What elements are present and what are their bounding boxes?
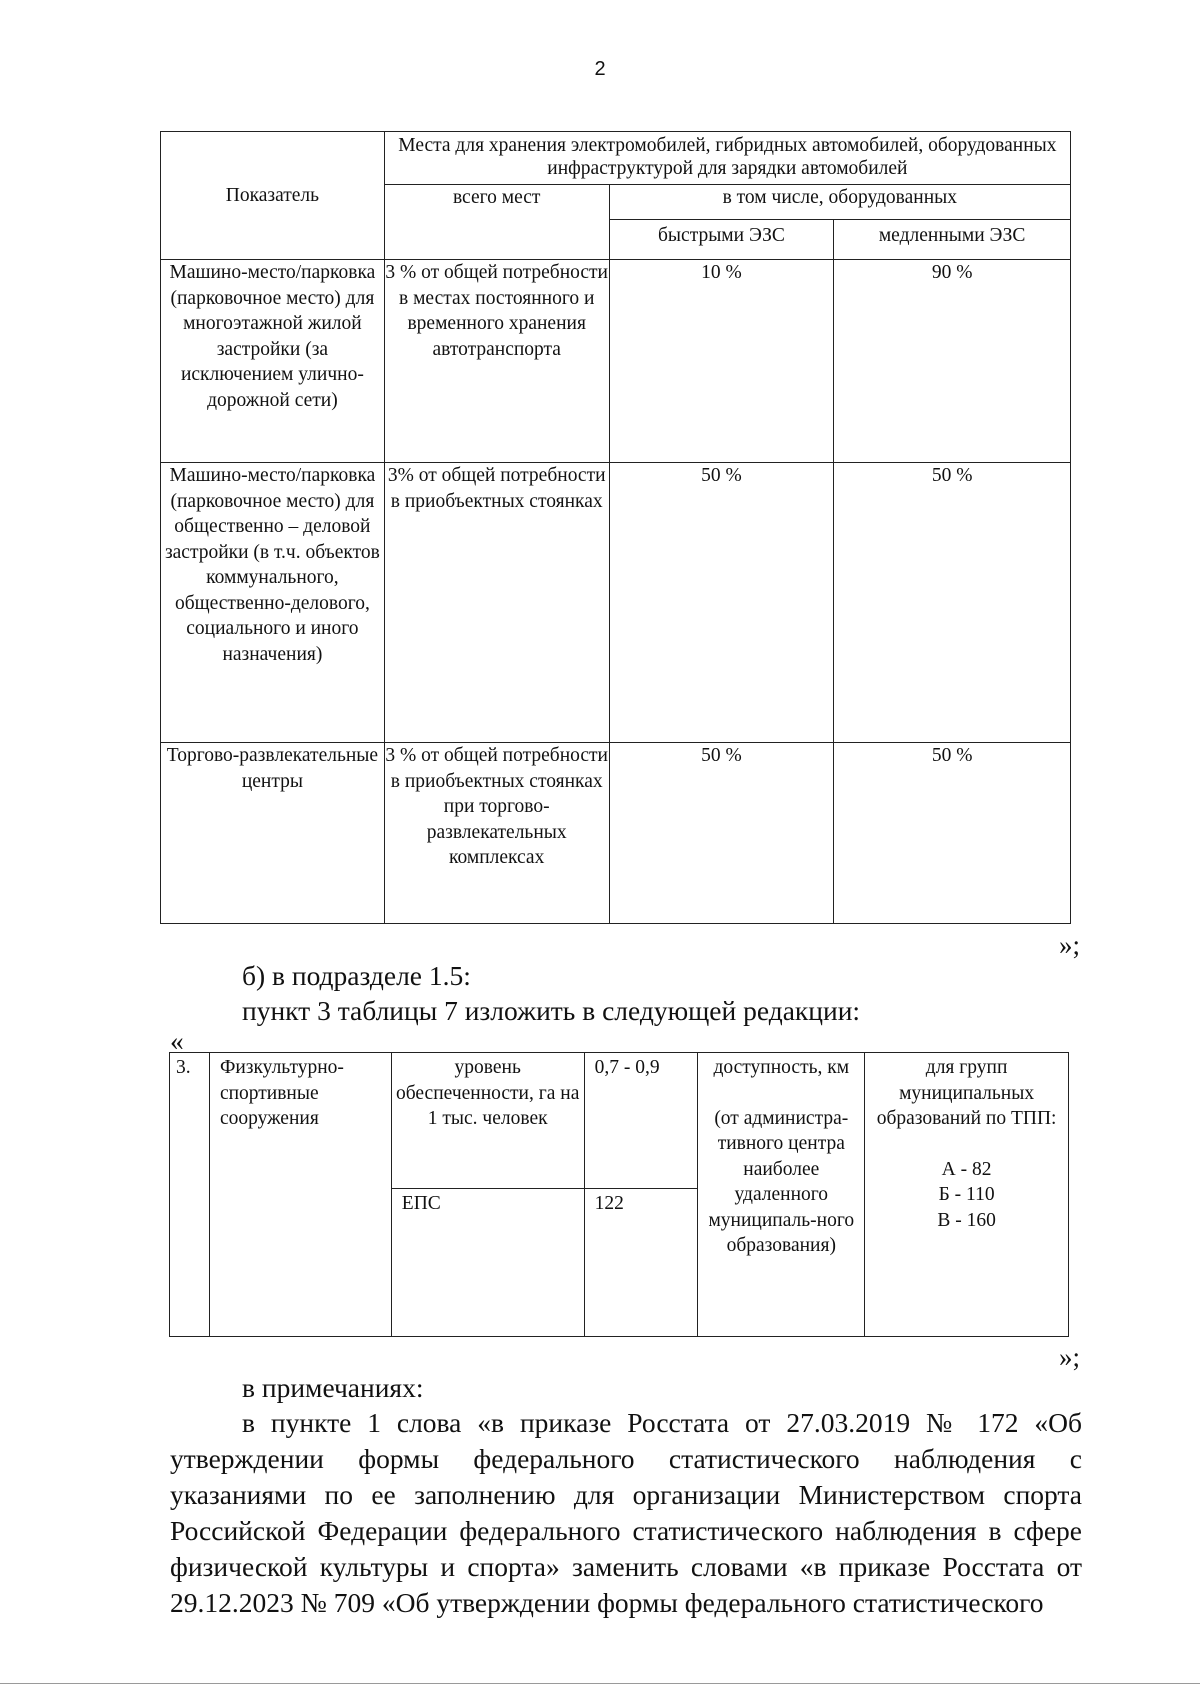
header-indicator: Показатель <box>161 132 385 260</box>
row1-fast: 10 % <box>609 260 834 463</box>
header-slow-ezs: медленными ЭЗС <box>834 220 1071 260</box>
row3-fast: 50 % <box>609 743 834 924</box>
header-including-equipped: в том числе, оборудованных <box>609 185 1070 220</box>
row-number: 3. <box>170 1053 210 1337</box>
notes-paragraph: в пункте 1 слова «в приказе Росстата от 27.03.2019 № 172 «Об утверждении формы федерального статистического наблюдения с указаниями по ее заполнению для организации Министерством спорта Российской Федерации федерального статистического наблюдения в сфере физической культуры и спорта» заменить словами «в приказе Росстата от 29.12.2023 № 709 «Об утверждении формы федерального статистического <box>170 1407 1082 1618</box>
eps-label: ЕПС <box>391 1189 584 1337</box>
groups-cell <box>865 1053 1069 1337</box>
ev-parking-table <box>160 131 1071 924</box>
row3-slow: 50 % <box>834 743 1071 924</box>
quote-close-2: »; <box>1058 1342 1080 1372</box>
groups-label: для групп муниципальных образований по ТПП: <box>876 1057 1057 1129</box>
header-places-title: Места для хранения электромобилей, гибридных автомобилей, оборудованных инфраструктурой для зарядки автомобилей <box>384 132 1070 185</box>
row2-fast: 50 % <box>609 463 834 743</box>
group-c: В - 160 <box>937 1209 996 1231</box>
item3-intro: пункт 3 таблицы 7 изложить в следующей редакции: <box>242 995 861 1026</box>
accessibility-cell <box>698 1053 865 1337</box>
scan-edge-line <box>0 1683 1200 1684</box>
section-b-heading: б) в подразделе 1.5: <box>242 960 471 991</box>
header-fast-ezs: быстрыми ЭЗС <box>609 220 834 260</box>
facility-name: Физкультурно-спортивные сооружения <box>209 1053 391 1337</box>
accessibility-label: доступность, км <box>713 1057 850 1078</box>
row1-slow: 90 % <box>834 260 1071 463</box>
provision-level-value: 0,7 - 0,9 <box>584 1053 698 1189</box>
row1-total: 3 % от общей потребности в местах постоянного и временного хранения автотранспорта <box>384 260 609 463</box>
sports-facilities-table <box>169 1052 1069 1337</box>
quote-open: « <box>170 1025 184 1056</box>
group-a: А - 82 <box>941 1158 992 1180</box>
row3-total: 3 % от общей потребности в приобъектных стоянках при торгово-развлекательных комплексах <box>384 743 609 924</box>
row2-slow: 50 % <box>834 463 1071 743</box>
eps-value: 122 <box>584 1189 698 1337</box>
notes-intro: в примечаниях: <box>242 1372 424 1403</box>
row2-total: 3% от общей потребности в приобъектных стоянках <box>384 463 609 743</box>
group-b: Б - 110 <box>938 1184 995 1205</box>
accessibility-note: (от администра-тивного центра наиболее удаленного муниципаль-ного образования) <box>708 1107 855 1256</box>
quote-close-1: »; <box>1058 930 1080 960</box>
header-total-places: всего мест <box>384 185 609 260</box>
row2-indicator: Машино-место/парковка (парковочное место) для общественно – деловой застройки (в т.ч. объектов коммунального, общественно-делового, социального и иного назначения) <box>161 463 385 743</box>
provision-level-label: уровень обеспеченности, га на 1 тыс. человек <box>391 1053 584 1189</box>
row1-indicator: Машино-место/парковка (парковочное место) для многоэтажной жилой застройки (за исключением улично-дорожной сети) <box>161 260 385 463</box>
page-number: 2 <box>594 58 606 80</box>
row3-indicator: Торгово-развлекательные центры <box>161 743 385 924</box>
